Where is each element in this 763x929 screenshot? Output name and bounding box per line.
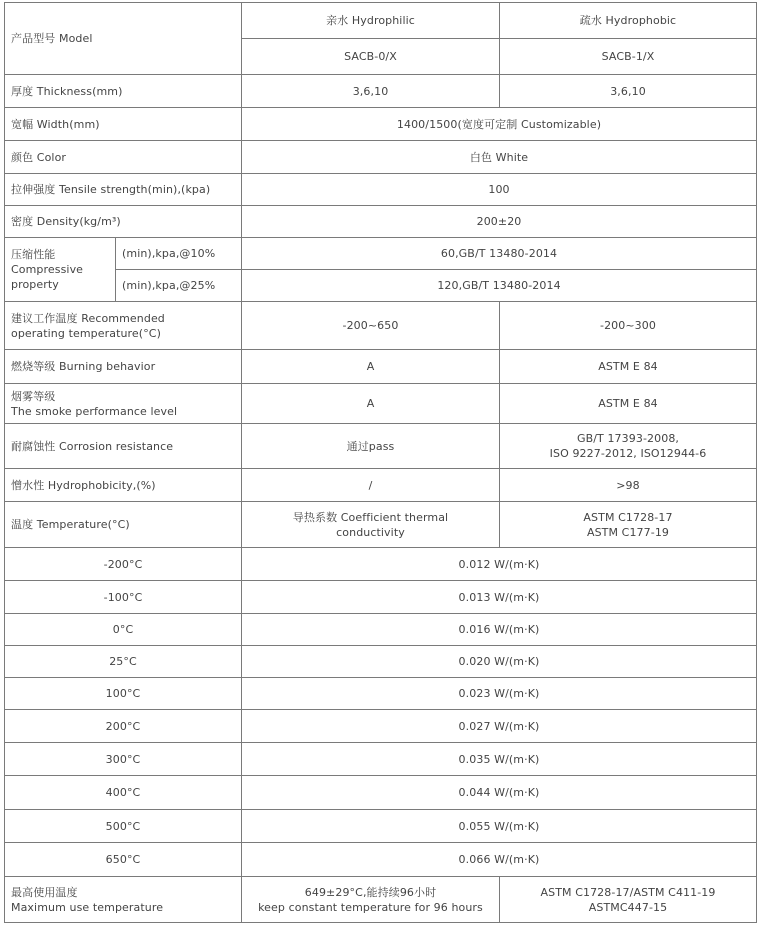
table-row [5, 843, 757, 877]
compressive-row-10 [5, 238, 757, 270]
conductivity-cell: 0.023 W/(m·K) [242, 678, 757, 710]
compressive-value-25: 120,GB/T 13480-2014 [242, 270, 757, 302]
burning-label: 燃烧等级 Burning behavior [5, 350, 242, 384]
compressive-condition-25: (min),kpa,@25% [116, 270, 242, 302]
table-row [5, 614, 757, 646]
temp-cell: 650°C [5, 843, 242, 877]
hydrophobicity-label: 憎水性 Hydrophobicity,(%) [5, 469, 242, 502]
conductivity-header-line2: conductivity [336, 525, 405, 539]
density-value: 200±20 [242, 206, 757, 238]
corrosion-std-line2: ISO 9227-2012, ISO12944-6 [549, 447, 707, 460]
temp-cell: 500°C [5, 810, 242, 843]
corrosion-hydrophilic: 通过pass [242, 424, 500, 469]
conductivity-standard [500, 502, 757, 548]
table-row [5, 776, 757, 810]
table-row [5, 548, 757, 581]
compressive-condition-10: (min),kpa,@10% [116, 238, 242, 270]
tensile-row [5, 174, 757, 206]
corrosion-label: 耐腐蚀性 Corrosion resistance [5, 424, 242, 469]
operating-temp-row [5, 302, 757, 350]
table-row [5, 810, 757, 843]
header-row [5, 3, 757, 39]
compressive-label-en2: property [11, 278, 59, 291]
tensile-value: 100 [242, 174, 757, 206]
smoke-label [5, 384, 242, 424]
burning-row [5, 350, 757, 384]
table-row [5, 743, 757, 776]
operating-temp-hydrophilic: -200~650 [242, 302, 500, 350]
table-row [5, 710, 757, 743]
width-label: 宽幅 Width(mm) [5, 108, 242, 141]
max-temp-row [5, 877, 757, 923]
temp-cell: -200°C [5, 548, 242, 581]
conductivity-cell: 0.013 W/(m·K) [242, 581, 757, 614]
temp-cell: 100°C [5, 678, 242, 710]
thickness-label: 厚度 Thickness(mm) [5, 75, 242, 108]
temp-cell: 300°C [5, 743, 242, 776]
max-temp-standard [500, 877, 757, 923]
conductivity-standard-line1: ASTM C1728-17 [583, 510, 673, 524]
width-row [5, 108, 757, 141]
thickness-hydrophilic: 3,6,10 [242, 75, 500, 108]
hydrophobic-header: 疏水 Hydrophobic [500, 3, 757, 39]
compressive-label-cn: 压缩性能 [11, 248, 56, 261]
table-row [5, 678, 757, 710]
model-label: 产品型号 Model [5, 3, 242, 75]
color-label: 颜色 Color [5, 141, 242, 174]
smoke-label-line2: The smoke performance level [11, 404, 178, 418]
conductivity-header [242, 502, 500, 548]
conductivity-header-line1: 导热系数 Coefficient thermal [292, 510, 449, 524]
max-temp-value-line2: keep constant temperature for 96 hours [258, 900, 483, 914]
smoke-row [5, 384, 757, 424]
max-temp-value-line1: 649±29°C,能持续96小时 [304, 885, 437, 899]
temp-cell: 25°C [5, 646, 242, 678]
table-row [5, 646, 757, 678]
conductivity-standard-line2: ASTM C177-19 [586, 525, 670, 539]
operating-temp-label-line2: operating temperature(°C) [11, 326, 161, 340]
temp-cell: -100°C [5, 581, 242, 614]
smoke-hydrophilic: A [242, 384, 500, 424]
operating-temp-hydrophobic: -200~300 [500, 302, 757, 350]
compressive-label-en1: Compressive [11, 263, 84, 276]
max-temp-label [5, 877, 242, 923]
conductivity-cell: 0.016 W/(m·K) [242, 614, 757, 646]
temperature-label: 温度 Temperature(°C) [5, 502, 242, 548]
corrosion-hydrophobic [500, 424, 757, 469]
max-temp-label-line1: 最高使用温度 [11, 885, 78, 899]
conductivity-cell: 0.044 W/(m·K) [242, 776, 757, 810]
smoke-label-line1: 烟雾等级 [11, 389, 56, 403]
hydrophobicity-hydrophilic: / [242, 469, 500, 502]
thickness-row [5, 75, 757, 108]
temp-cell: 0°C [5, 614, 242, 646]
conductivity-cell: 0.020 W/(m·K) [242, 646, 757, 678]
burning-hydrophobic: ASTM E 84 [500, 350, 757, 384]
conductivity-cell: 0.066 W/(m·K) [242, 843, 757, 877]
table-row [5, 581, 757, 614]
operating-temp-label [5, 302, 242, 350]
thickness-hydrophobic: 3,6,10 [500, 75, 757, 108]
max-temp-standard-line1: ASTM C1728-17/ASTM C411-19 [540, 885, 716, 899]
width-value: 1400/1500(宽度可定制 Customizable) [242, 108, 757, 141]
smoke-hydrophobic: ASTM E 84 [500, 384, 757, 424]
hydrophilic-header: 亲水 Hydrophilic [242, 3, 500, 39]
color-row [5, 141, 757, 174]
conductivity-cell: 0.012 W/(m·K) [242, 548, 757, 581]
color-value: 白色 White [242, 141, 757, 174]
temp-cell: 400°C [5, 776, 242, 810]
conductivity-cell: 0.055 W/(m·K) [242, 810, 757, 843]
compressive-label [5, 238, 116, 302]
max-temp-standard-line2: ASTMC447-15 [588, 900, 668, 914]
operating-temp-label-line1: 建议工作温度 Recommended [11, 311, 165, 325]
hydrophobic-model: SACB-1/X [500, 39, 757, 75]
temp-cell: 200°C [5, 710, 242, 743]
hydrophilic-model: SACB-0/X [242, 39, 500, 75]
max-temp-value [242, 877, 500, 923]
conductivity-cell: 0.035 W/(m·K) [242, 743, 757, 776]
tensile-label: 拉伸强度 Tensile strength(min),(kpa) [5, 174, 242, 206]
hydrophobicity-row [5, 469, 757, 502]
hydrophobicity-hydrophobic: >98 [500, 469, 757, 502]
density-row [5, 206, 757, 238]
density-label: 密度 Density(kg/m³) [5, 206, 242, 238]
conductivity-cell: 0.027 W/(m·K) [242, 710, 757, 743]
compressive-value-10: 60,GB/T 13480-2014 [242, 238, 757, 270]
max-temp-label-line2: Maximum use temperature [11, 900, 164, 914]
corrosion-std-line1: GB/T 17393-2008, [576, 432, 680, 445]
burning-hydrophilic: A [242, 350, 500, 384]
compressive-row-25 [5, 270, 757, 302]
corrosion-row [5, 424, 757, 469]
temperature-header-row [5, 502, 757, 548]
spec-table [4, 2, 757, 923]
